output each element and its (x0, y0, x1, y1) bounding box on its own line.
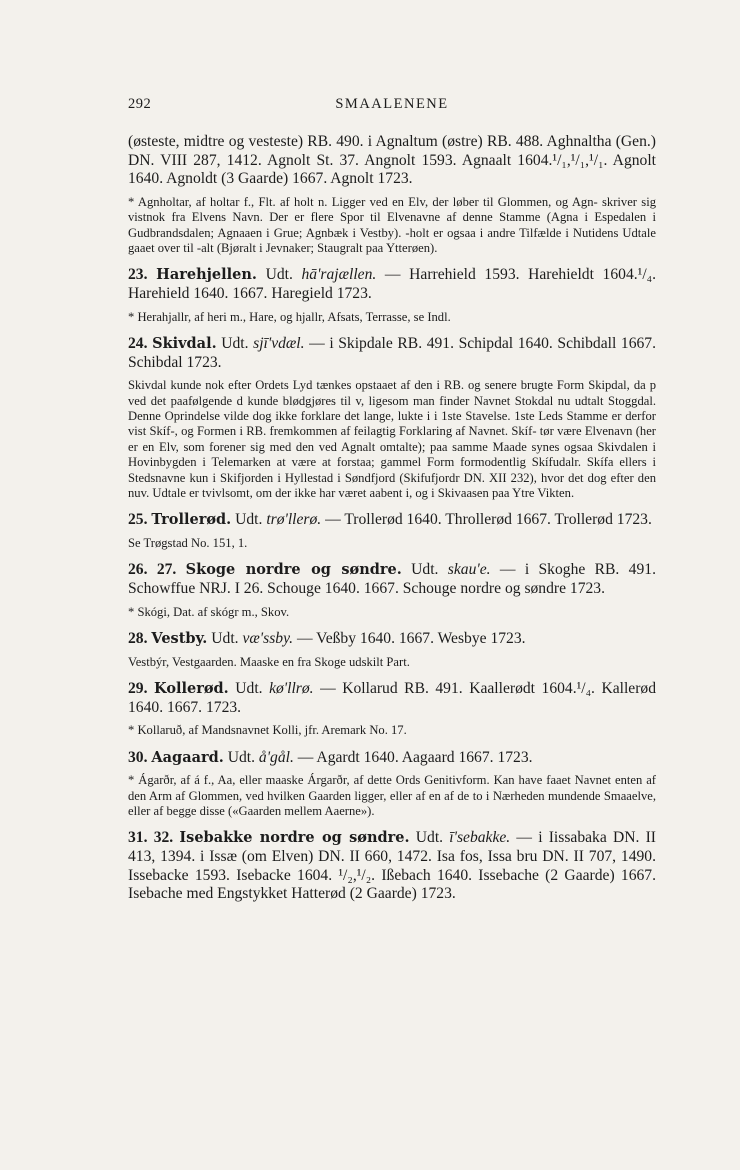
pronunciation: trø'llerø. (266, 511, 322, 529)
entry-name: Skoge nordre og søndre. (185, 561, 402, 579)
entry-text: — Veßby 1640. 1667. Wesbye 1723. (296, 630, 526, 648)
entry (128, 335, 656, 501)
entry-note: Vestbýr, Vestgaarden. Maaske en fra Skoge udskilt Part. (128, 654, 410, 669)
entry-text: — Agardt 1640. Aagaard 1667. 1723. (297, 748, 533, 766)
pronunciation: ī'sebakke. (449, 829, 511, 847)
entry-number: 25. (128, 511, 148, 529)
entry-text: — Kollarud RB. 491. Kaallerødt 1604.¹/₄. Kallerød 1640. 1667. 1723. (128, 680, 657, 716)
entry-note: * Skógi, Dat. af skógr m., Skov. (128, 604, 290, 619)
pronunciation: væ'ssby. (242, 630, 294, 648)
entry-note: * Herahjallr, af heri m., Hare, og hjallr, Afsats, Terrasse, se Indl. (128, 309, 451, 324)
entry (128, 511, 656, 551)
running-title: SMAALENENE (335, 96, 449, 112)
entry-note: * Kollaruð, af Mandsnavnet Kolli, jfr. Aremark No. 17. (128, 723, 407, 738)
udt-label: Udt. (227, 748, 256, 766)
entry-name: Vestby. (151, 630, 208, 648)
udt-label: Udt. (235, 511, 263, 529)
udt-label: Udt. (265, 266, 293, 284)
entry-name: Kollerød. (154, 680, 229, 698)
page-number: 292 (128, 96, 152, 112)
entry (128, 680, 656, 739)
udt-label: Udt. (415, 829, 444, 847)
entry-number: 28. (128, 630, 148, 648)
entry-number: 23. (128, 266, 148, 284)
udt-label: Udt. (211, 630, 239, 648)
page-body (128, 133, 656, 904)
entry-name: Harehjellen. (156, 266, 257, 284)
entry-number: 24. (128, 335, 148, 352)
pronunciation: skau'e. (447, 561, 491, 579)
entry (128, 829, 656, 903)
entry-number: 31. 32. (128, 829, 174, 847)
pronunciation: kø'llrø. (269, 680, 314, 698)
entry (128, 630, 656, 670)
entry-text: — i Skipdale RB. 491. Schipdal 1640. Schibdall 1667. Schibdal 1723. (128, 335, 656, 371)
entry-text: — Harrehield 1593. Harehieldt 1604.¹/₄. Harehield 1640. 1667. Haregield 1723. (128, 266, 656, 302)
pronunciation: å'gål. (258, 748, 294, 766)
page-header (128, 96, 656, 116)
intro-note: * Agnholtar, af holtar f., Flt. af holt n. Ligger ved en Elv, der løber til Glommen, og Agn- skriver sig vistnok fra Elvens Navn. Der er flere Spor til Elvenavne af denne Stamme (Agna i Espedalen i Gudbrandsdalen; Agnaaen i Grue; Agnbæk i Vestby). -holt er ogsaa i andre Tilfælde i Nutidens Udtale gaaet over til -alt (Bjøralt i Jevnaker; Staugralt paa Ytterøen). (128, 194, 656, 255)
entry-note: * Ágarðr, af á f., Aa, eller maaske Árgarðr, af dette Ords Genitivform. Kan have faaet Navnet enten af den Arm af Glommen, ved hvilken Gaarden ligger, eller af en af de to i Nærheden mundende Smaaelve, eller af begge disse («Gaarden mellem Aaerne»). (128, 773, 656, 819)
entry-text: — i Iissabaka DN. II 413, 1394. i Issæ (om Elven) DN. II 660, 1472. Isa fos, Issa bru DN. II 707, 1490. Issebacke 1593. Isebacke 1604. ¹/₂,¹/₂. Ißebach 1640. Issebache (2 Gaarde) 1667. Isebache med Engstykket Hatterød (2 Gaarde) 1723. (128, 829, 656, 903)
entry-text: — i Skoghe RB. 491. Schowffue NRJ. I 26. Schouge 1640. 1667. Schouge nordre og søndre 1723. (128, 561, 656, 598)
entry-number: 30. (128, 748, 148, 766)
udt-label: Udt. (235, 680, 263, 698)
intro-text: (østeste, midtre og vesteste) RB. 490. i Agnaltum (østre) RB. 488. Aghnaltha (Gen.) DN. VIII 287, 1412. Agnolt St. 37. Angnolt 1593. Agnaalt 1604.¹/₁,¹/₁,¹/₁. Agnolt 1640. Agnoldt (3 Gaarde) 1667. Agnolt 1723. (128, 133, 656, 188)
entry-name: Isebakke nordre og søndre. (179, 829, 410, 847)
entry-text: — Trollerød 1640. Throllerød 1667. Trollerød 1723. (325, 511, 652, 529)
entry-number: 29. (128, 680, 148, 698)
entry-name: Trollerød. (151, 511, 232, 529)
udt-label: Udt. (221, 335, 249, 352)
entry (128, 749, 656, 820)
entry (128, 561, 656, 620)
udt-label: Udt. (411, 561, 439, 579)
entry-note: Se Trøgstad No. 151, 1. (128, 536, 248, 551)
entry-name: Skivdal. (152, 335, 217, 352)
pronunciation: sjī'vdæl. (253, 335, 305, 352)
entry (128, 266, 656, 325)
entry-number: 26. 27. (128, 561, 177, 579)
entry-note: Skivdal kunde nok efter Ordets Lyd tænkes opstaaet af den i RB. og senere brugte Form Skipdal, da p ved det paafølgende d kunde blødgjøres til v, ligesom man finder Navnet Stokdal nu udtalt Stoggdal. Denne Oprindelse vilde dog ikke forklare det lange, lukte i i 1ste Stavelse. 1ste Leds Stamme er derfor vist Skíf-, og Formen i RB. fremkommen af feilagtig Forklaring af Navnet. Skíf- tør være Elvenavn (her er en Elv, som forener sig med den ved Agnalt omtalte); paa samme Maade synes ogsaa Skivdalen i Hovinbygden i Telemarken at være at forstaa; gammel Form formodentlig Skífudalr. Skífa ellers i Stedsnavne kun i Skifjorden i Hyllestad i Søndfjord (Skifufjordr DN. XII 232), hvor det dog efter den nuv. Udtale er tvivlsomt, om der ikke har været aabent i, og i Skivaasen paa Ytre Vikten. (128, 378, 656, 501)
entry-name: Aagaard. (151, 748, 224, 766)
pronunciation: hā'rajællen. (301, 266, 377, 284)
